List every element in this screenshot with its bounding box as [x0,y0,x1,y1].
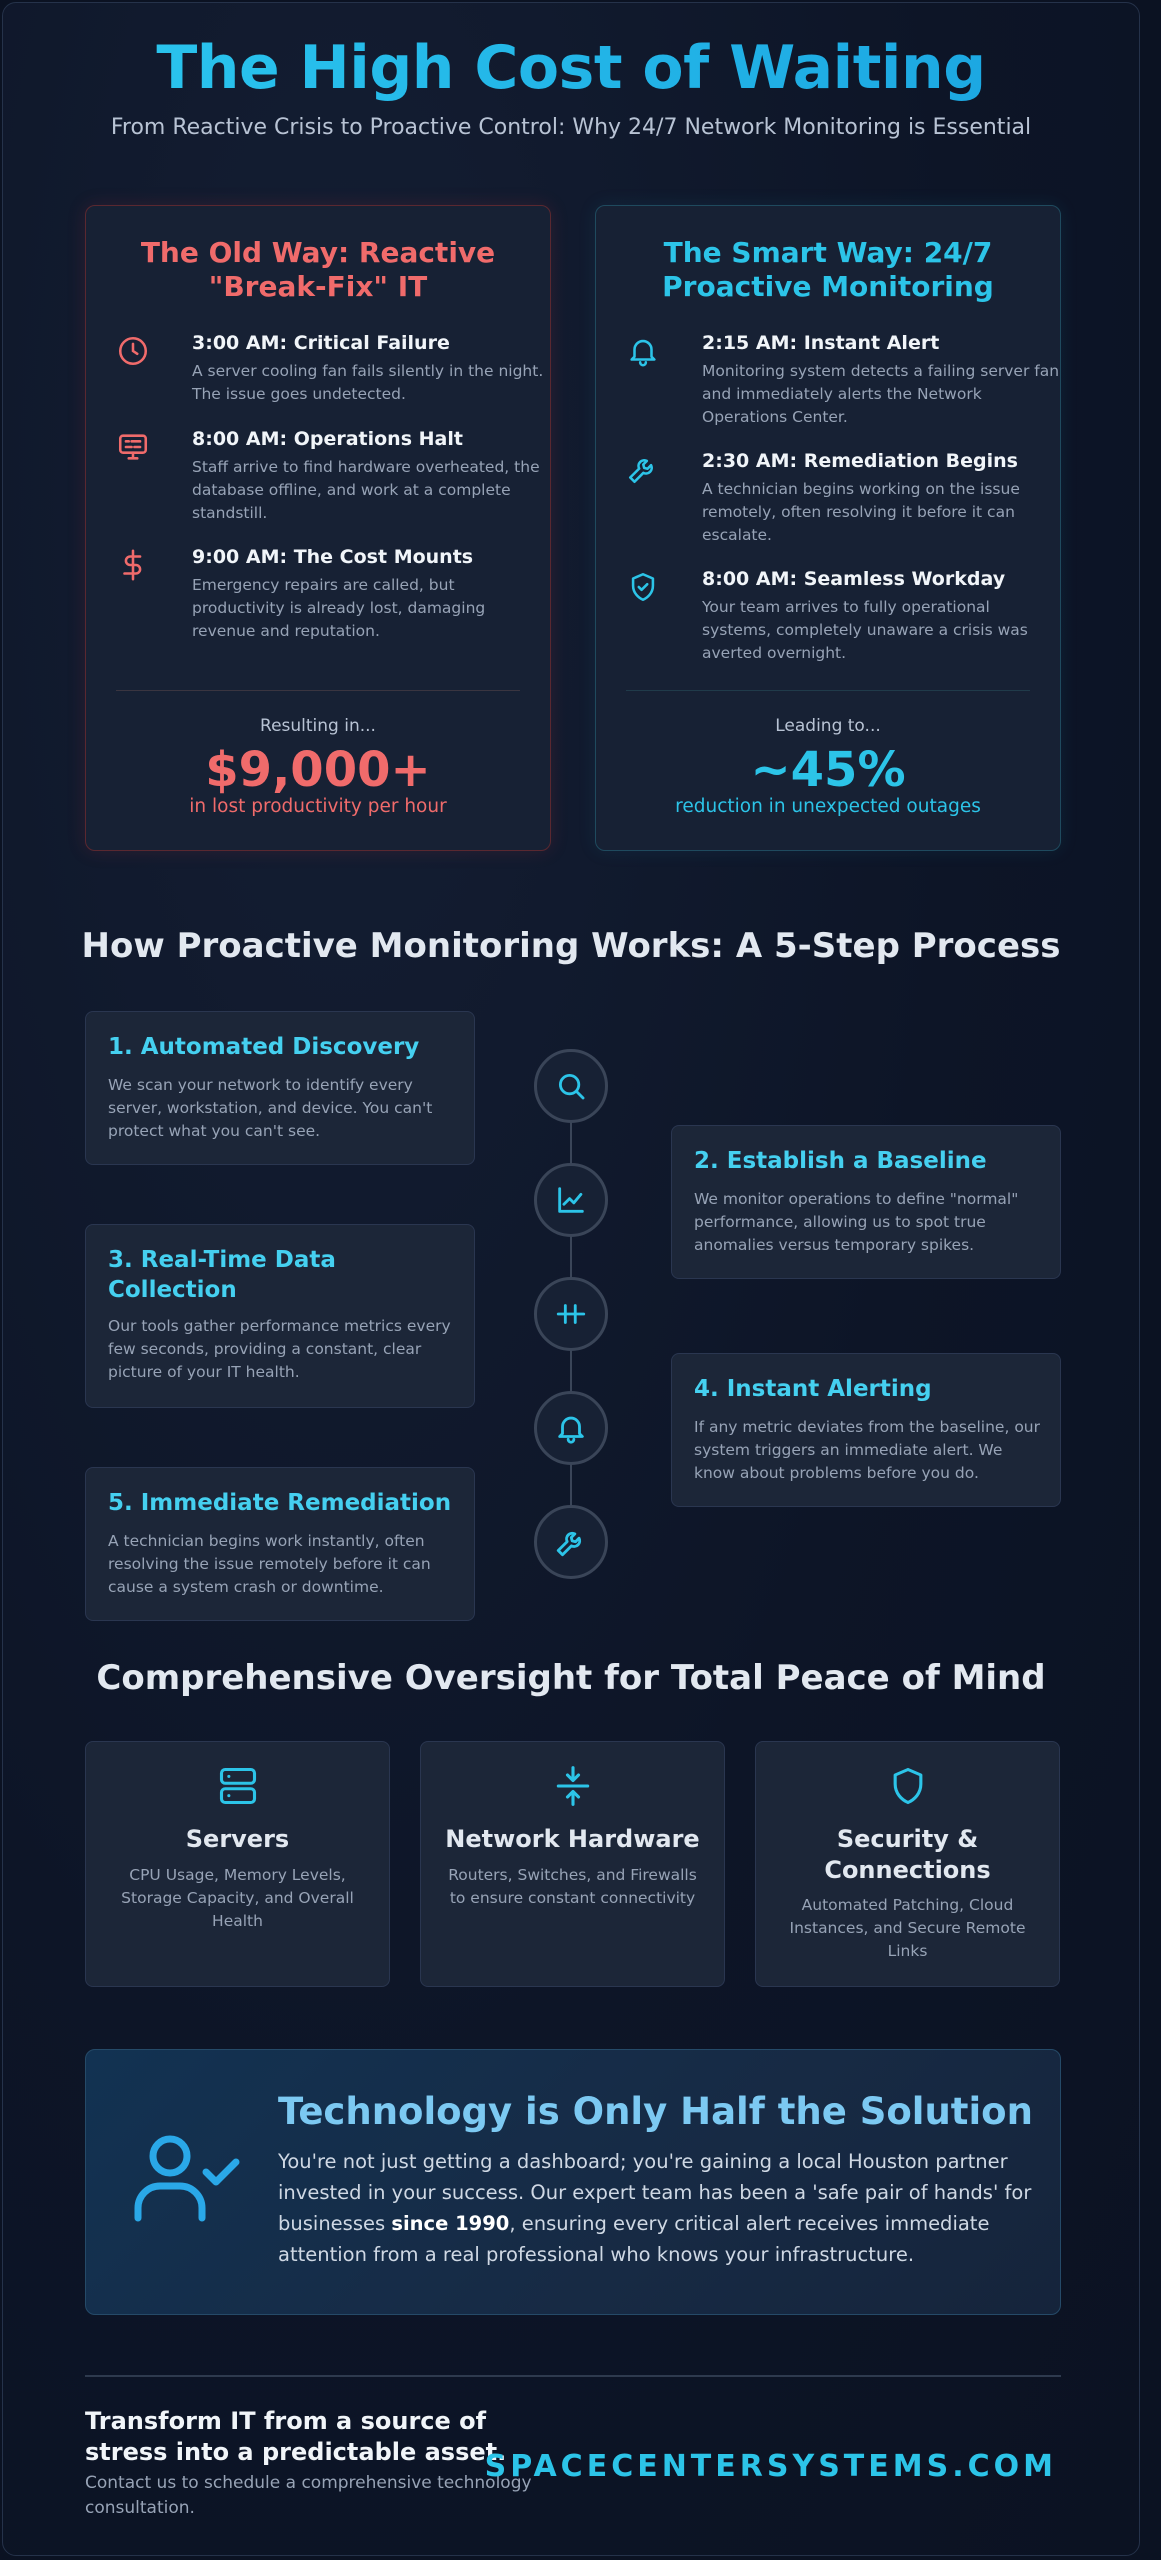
old-way-item-body: Staff arrive to find hardware overheated, the database offline, and work at a complete standstill. [192,458,540,522]
user-check-icon [130,2132,240,2228]
search-icon [554,1069,588,1103]
smart-way-card [595,205,1061,851]
oversight-card-body: Routers, Switches, and Firewalls to ensure constant connectivity [448,1866,697,1907]
step-body: Our tools gather performance metrics every few seconds, providing a constant, clear picture of your IT health. [108,1317,451,1381]
old-way-item-heading: 9:00 AM: The Cost Mounts [192,546,474,568]
oversight-card-title: Network Hardware [445,1825,700,1853]
smart-way-title: The Smart Way: 24/7 Proactive Monitoring [662,236,994,303]
wrench-icon [626,452,660,486]
process-step-2 [671,1125,1061,1279]
oversight-card-title: Servers [185,1825,290,1853]
process-step-3 [85,1224,475,1408]
old-way-item-body: A server cooling fan fails silently in the night. The issue goes undetected. [192,362,544,403]
step-node-3 [534,1277,608,1351]
step-title: 1. Automated Discovery [108,1034,420,1060]
old-way-item-heading: 3:00 AM: Critical Failure [192,332,450,354]
step-title: 5. Immediate Remediation [108,1490,452,1516]
footer-brand-link[interactable]: SPACECENTERSYSTEMS.COM [484,2449,1057,2484]
old-way-result-caption: in lost productivity per hour [189,796,447,817]
hashtag-icon [554,1297,588,1331]
bell-icon [626,334,660,368]
clock-icon [116,334,150,368]
step-node-2 [534,1163,608,1237]
step-node-4 [534,1391,608,1465]
bell-icon [554,1411,588,1445]
step-title: 3. Real-Time Data Collection [108,1247,336,1303]
footer-subline: Contact us to schedule a comprehensive technology consultation. [85,2473,532,2518]
shield-check-icon [626,570,660,604]
smart-way-item-heading: 2:15 AM: Instant Alert [702,332,940,354]
oversight-card-body: CPU Usage, Memory Levels, Storage Capacity, and Overall Health [121,1866,354,1930]
half-solution-highlight: since 1990 [391,2212,510,2235]
smart-way-item-body: A technician begins working on the issue remotely, often resolving it before it can escalate. [702,480,1020,544]
old-way-card [85,205,551,851]
smart-way-item-body: Your team arrives to fully operational systems, completely unaware a crisis was averted overnight. [702,598,1028,662]
oversight-card-body: Automated Patching, Cloud Instances, and Secure Remote Links [789,1896,1026,1960]
smart-way-item-heading: 2:30 AM: Remediation Begins [702,450,1018,472]
half-solution-panel [85,2049,1061,2315]
smart-way-item-body: Monitoring system detects a failing server fan and immediately alerts the Network Operations Center. [702,362,1060,426]
smart-way-item-heading: 8:00 AM: Seamless Workday [702,568,1006,590]
step-title: 2. Establish a Baseline [694,1148,987,1174]
footer-divider [85,2375,1061,2377]
infographic-page [2,2,1140,2556]
oversight-title: Comprehensive Oversight for Total Peace of Mind [96,1658,1046,1698]
smart-way-result-label: Leading to... [775,716,881,736]
oversight-card-title: Security & Connections [824,1825,991,1884]
smart-way-result-caption: reduction in unexpected outages [675,796,981,817]
step-body: A technician begins work instantly, often resolving the issue remotely before it can cause a system crash or downtime. [108,1532,431,1596]
step-body: If any metric deviates from the baseline, our system triggers an immediate alert. We know about problems before you do. [694,1418,1041,1482]
old-way-item-body: Emergency repairs are called, but productivity is already lost, damaging revenue and reputation. [192,576,486,640]
shield-icon [886,1764,930,1808]
process-step-5 [85,1467,475,1621]
old-way-result-label: Resulting in... [260,716,376,736]
half-solution-title: Technology is Only Half the Solution [278,2090,1033,2133]
process-step-4 [671,1353,1061,1507]
server-icon [216,1764,260,1808]
process-title: How Proactive Monitoring Works: A 5-Step Process [81,926,1061,966]
wrench-icon [554,1525,588,1559]
page-title: The High Cost of Waiting [3,33,1139,103]
monitor-icon [116,430,150,464]
oversight-card-network [420,1741,725,1987]
old-way-result-value: $9,000+ [205,742,431,798]
step-body: We monitor operations to define "normal" performance, allowing us to spot true anomalies versus temporary spikes. [694,1190,1019,1254]
process-step-1 [85,1011,475,1165]
dollar-icon [116,548,150,582]
old-way-item-heading: 8:00 AM: Operations Halt [192,428,463,450]
smart-way-result-value: ~45% [750,742,906,798]
step-node-5 [534,1505,608,1579]
step-title: 4. Instant Alerting [694,1376,932,1402]
oversight-card-security [755,1741,1060,1987]
oversight-card-servers [85,1741,390,1987]
footer-headline: Transform IT from a source of stress into a predictable asset. [85,2407,507,2466]
old-way-title: The Old Way: Reactive "Break-Fix" IT [140,236,496,303]
page-subtitle: From Reactive Crisis to Proactive Control: Why 24/7 Network Monitoring is Essential [110,115,1032,140]
half-solution-body: You're not just getting a dashboard; you're gaining a local Houston partner invested in your success. Our expert team has been a 'safe pair of hands' for businesses since 1990, ensuring every critical alert receives immediate attention from a real professional who knows your infrastructure. [278,2150,1032,2266]
step-node-1 [534,1049,608,1123]
line-chart-icon [554,1183,588,1217]
step-body: We scan your network to identify every server, workstation, and device. You can't protect what you can't see. [108,1076,433,1140]
smart-way-divider [626,690,1030,691]
old-way-divider [116,690,520,691]
arrows-vertical-icon [551,1764,595,1808]
